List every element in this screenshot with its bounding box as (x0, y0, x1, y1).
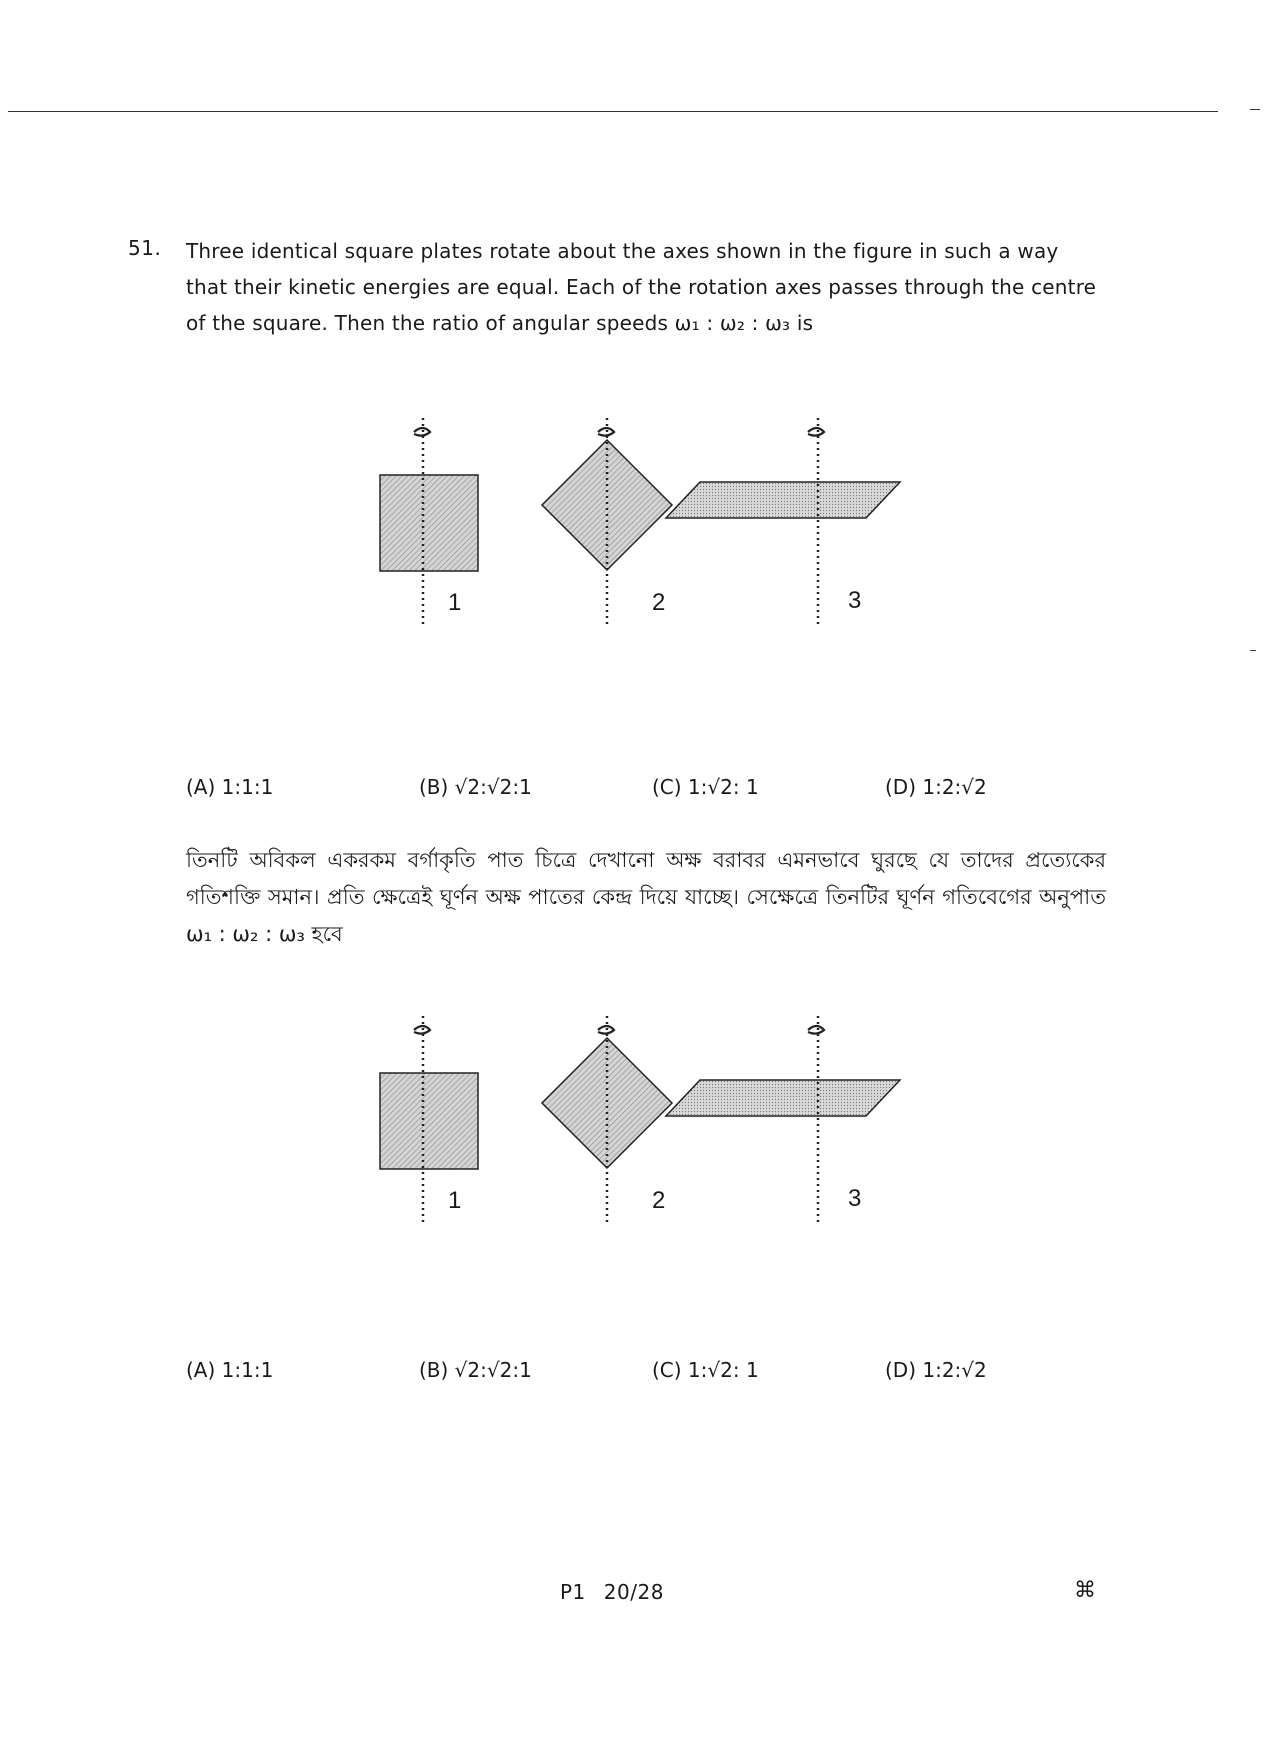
question-number: 51. (128, 236, 162, 260)
option-b[interactable]: (B) √2:√2:1 (419, 775, 532, 799)
option-a[interactable]: (A) 1:1:1 (186, 1358, 274, 1382)
rotating-plates-diagram (360, 410, 920, 630)
top-rule-tick (1250, 109, 1260, 110)
option-b[interactable]: (B) √2:√2:1 (419, 1358, 532, 1382)
rotating-plates-diagram-repeat (360, 1008, 920, 1228)
plate-2-label: 2 (652, 589, 666, 616)
options-english (186, 775, 1066, 805)
plate-3 (666, 1016, 900, 1223)
figure-english (360, 410, 920, 630)
plate-2 (542, 418, 672, 628)
command-symbol: ⌘ (1074, 1578, 1096, 1603)
top-rule (8, 111, 1218, 112)
question-text-bengali: তিনটি অবিকল একরকম বর্গাকৃতি পাত চিত্রে দেখানো অক্ষ বরাবর এমনভাবে ঘুরছে যে তাদের প্রত্যেকের গতিশক্তি সমান। প্রতি ক্ষেত্রেই ঘূর্ণন অক্ষ পাতের কেন্দ্র দিয়ে যাচ্ছে। সেক্ষেত্রে তিনটির ঘূর্ণন গতিবেগের অনুপাত ω₁ : ω₂ : ω₃ হবে (186, 848, 1106, 946)
plate-1-label: 1 (448, 1187, 462, 1214)
plate-2 (542, 1016, 672, 1226)
plate-2-label: 2 (652, 1187, 666, 1214)
plate-1 (380, 418, 478, 628)
page-number: 20/28 (603, 1580, 664, 1604)
margin-mark (1250, 650, 1256, 651)
options-bengali (186, 1358, 1066, 1388)
plate-3-label: 3 (848, 587, 862, 614)
page-footer (560, 1580, 682, 1604)
plate-3-label: 3 (848, 1185, 862, 1212)
paper-code: P1 (560, 1580, 586, 1604)
plate-3 (666, 418, 900, 625)
option-d[interactable]: (D) 1:2:√2 (885, 775, 987, 799)
option-a[interactable]: (A) 1:1:1 (186, 775, 274, 799)
plate-1 (380, 1016, 478, 1226)
question-text-english: Three identical square plates rotate about the axes shown in the figure in such a way that their kinetic energies are equal. Each of the rotation axes passes through the centre of the square. Then the ratio of angular speeds ω₁ : ω₂ : ω₃ is (186, 239, 1097, 335)
option-d[interactable]: (D) 1:2:√2 (885, 1358, 987, 1382)
option-c[interactable]: (C) 1:√2: 1 (652, 775, 759, 799)
option-c[interactable]: (C) 1:√2: 1 (652, 1358, 759, 1382)
plate-1-label: 1 (448, 589, 462, 616)
figure-bengali (360, 1008, 920, 1228)
